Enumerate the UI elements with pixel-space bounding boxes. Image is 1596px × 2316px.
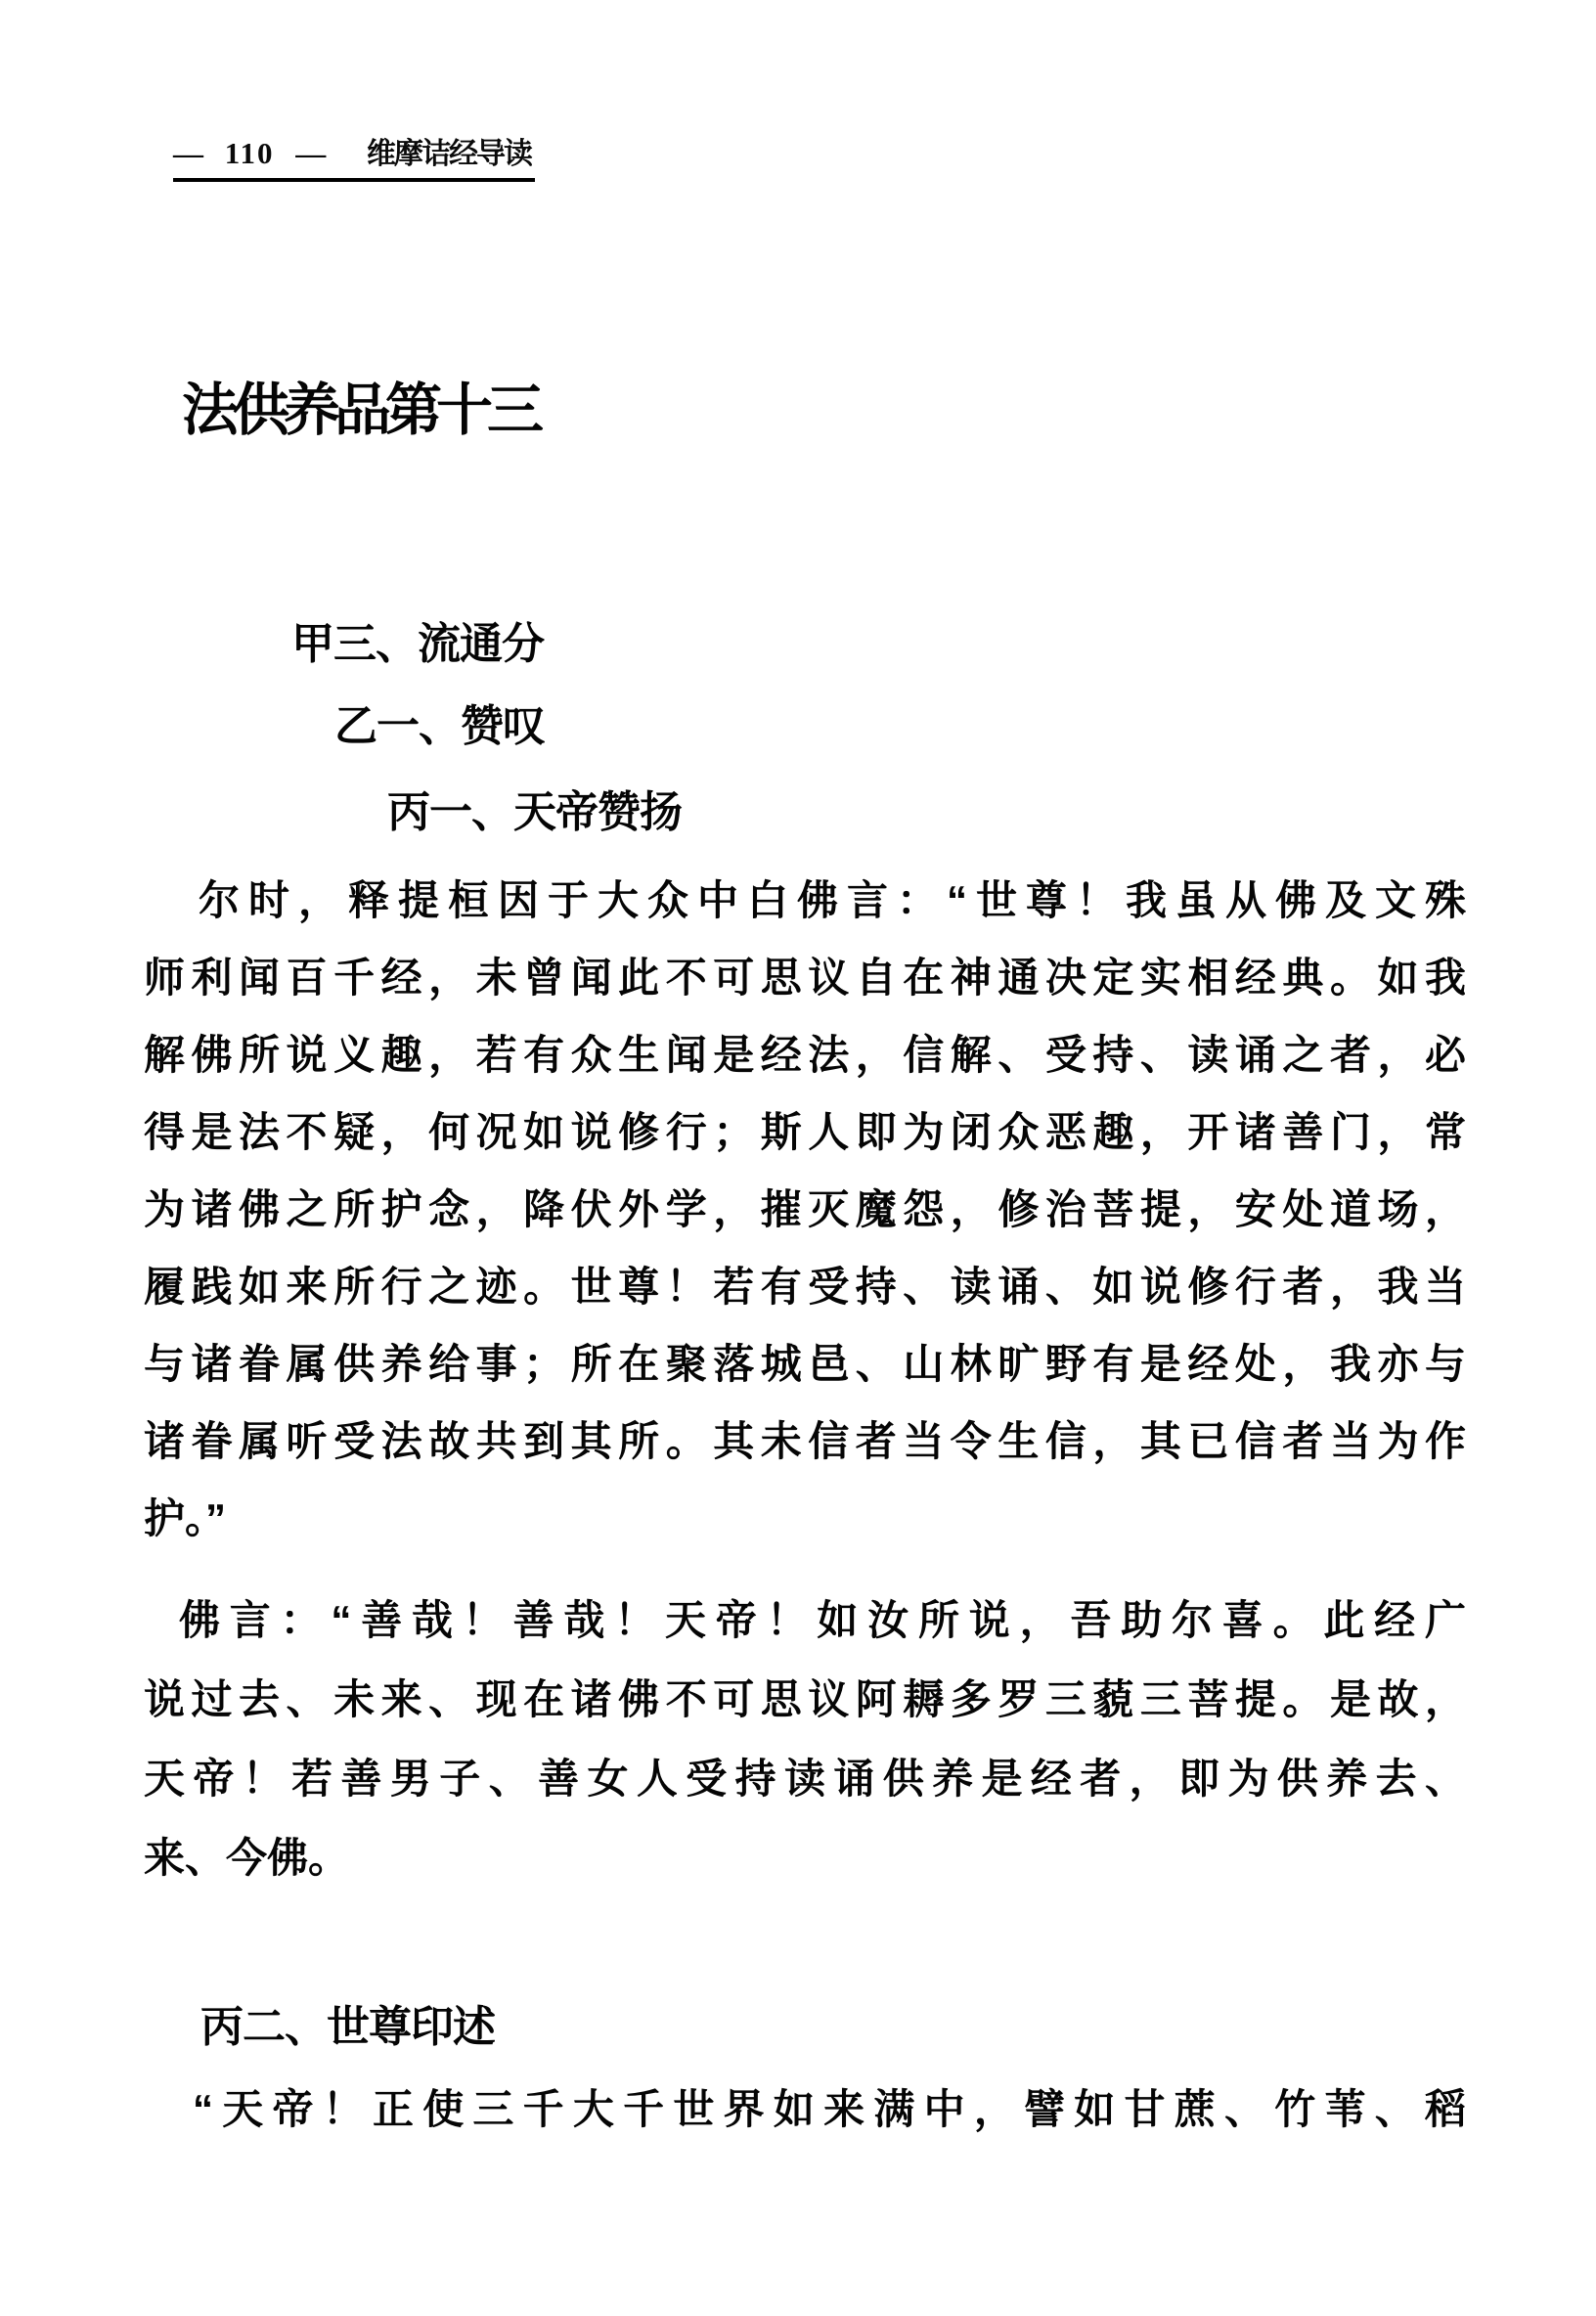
body-line: 与诸眷属供养给事；所在聚落城邑、山林旷野有是经处，我亦与 xyxy=(144,1341,1466,1387)
outline-heading-jia: 甲三、流通分 xyxy=(291,620,544,668)
paragraph-buddha-confirmation xyxy=(144,2071,1466,2148)
body-line: 解佛所说义趣，若有众生闻是经法，信解、受持、读诵之者，必 xyxy=(144,1032,1466,1078)
outline-heading-yi: 乙一、赞叹 xyxy=(334,702,545,750)
paragraph-sakra-speech xyxy=(144,862,1466,1557)
header-dash-right: — xyxy=(295,136,327,170)
body-line: 履践如来所行之迹。世尊！若有受持、读诵、如说修行者，我当 xyxy=(144,1264,1466,1310)
body-line: “天帝！正使三千大千世界如来满中，譬如甘蔗、竹苇、稻 xyxy=(193,2086,1466,2132)
body-line: 得是法不疑，何况如说修行；斯人即为闭众恶趣，开诸善门，常 xyxy=(144,1109,1466,1155)
body-line: 天帝！若善男子、善女人受持读诵供养是经者，即为供养去、 xyxy=(144,1756,1466,1802)
page-number: 110 xyxy=(224,136,275,170)
outline-heading-bing1: 丙一、天帝赞扬 xyxy=(387,788,682,836)
paragraph-buddha-reply xyxy=(144,1581,1466,1897)
body-line: 诸眷属听受法故共到其所。其未信者当令生信，其已信者当为作 xyxy=(144,1418,1466,1464)
body-line: 为诸佛之所护念，降伏外学，摧灭魔怨，修治菩提，安处道场， xyxy=(144,1186,1466,1232)
body-line: 说过去、未来、现在诸佛不可思议阿耨多罗三藐三菩提。是故， xyxy=(144,1676,1466,1722)
body-line: 护。” xyxy=(144,1495,227,1541)
outline-heading-bing2: 丙二、世尊印述 xyxy=(200,2003,495,2051)
body-line: 师利闻百千经，未曾闻此不可思议自在神通决定实相经典。如我 xyxy=(144,955,1466,1001)
book-title: 维摩诘经导读 xyxy=(367,138,532,170)
page-header xyxy=(173,135,535,182)
body-line: 佛言：“善哉！善哉！天帝！如汝所说，吾助尔喜。此经广 xyxy=(179,1597,1466,1643)
body-line: 尔时，释提桓因于大众中白佛言：“世尊！我虽从佛及文殊 xyxy=(199,877,1466,923)
chapter-title: 法供养品第十三 xyxy=(182,379,539,442)
body-line: 来、今佛。 xyxy=(144,1835,350,1881)
header-dash-left: — xyxy=(173,136,203,170)
